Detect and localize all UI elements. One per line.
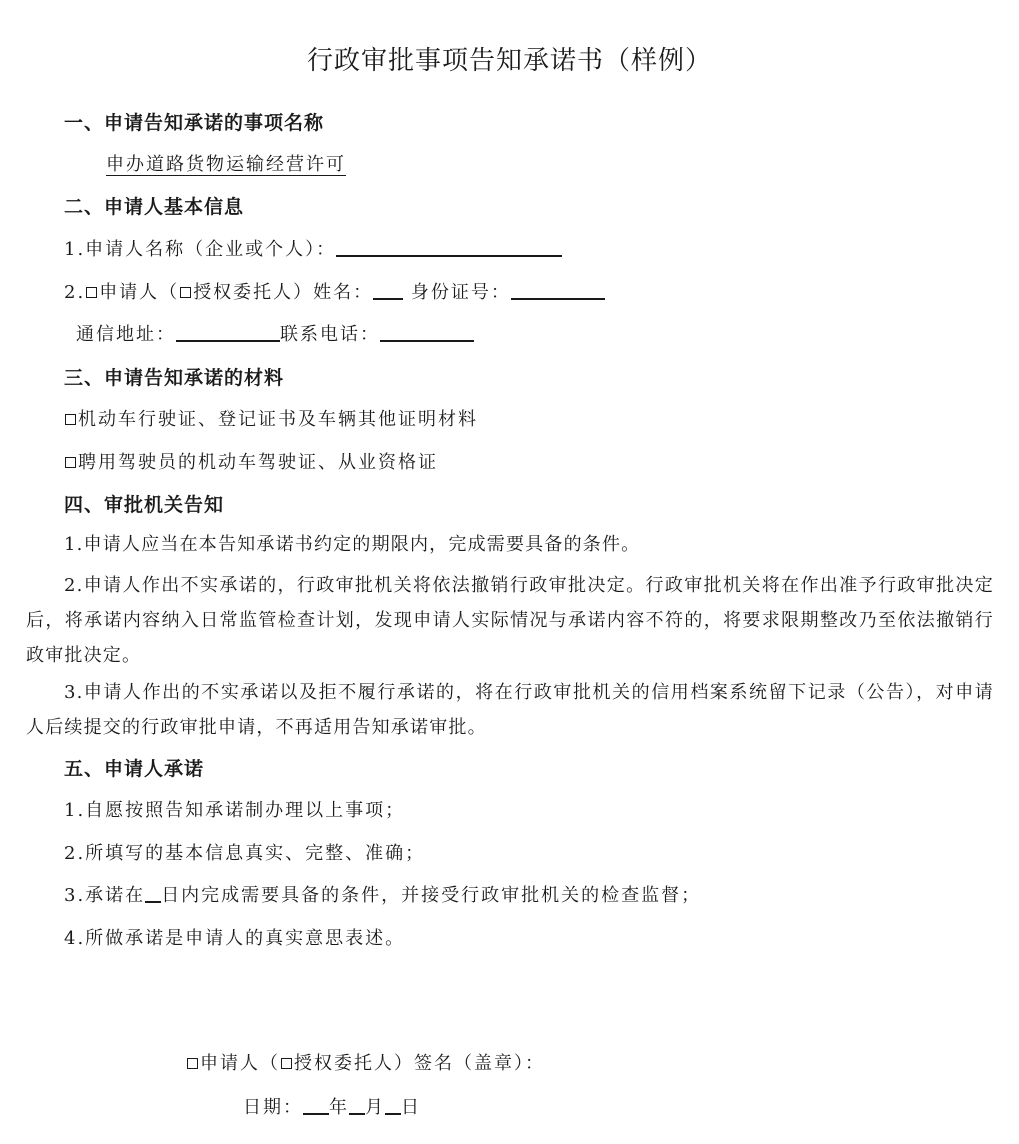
year-field[interactable]: [303, 1095, 329, 1115]
year-label: 年: [329, 1097, 349, 1118]
applicant-person-row: [64, 278, 605, 304]
day-field[interactable]: [385, 1095, 401, 1115]
signature-label-a: 申请人（: [200, 1053, 280, 1074]
section-5-heading: 五、申请人承诺: [64, 758, 205, 780]
month-label: 月: [365, 1097, 385, 1118]
id-number-field[interactable]: [511, 280, 605, 300]
id-number-label: 身份证号：: [410, 282, 511, 303]
days-field[interactable]: [145, 883, 161, 903]
commitment-3-suffix: 日内完成需要具备的条件，并接受行政审批机关的检查监督；: [161, 885, 702, 906]
notice-paragraph-2: 2.申请人作出不实承诺的，行政审批机关将依法撤销行政审批决定。行政审批机关将在作出准予行政审批决定后，将承诺内容纳入日常监管检查计划，发现申请人实际情况与承诺内容不符的，将要求限期整改乃至依法撤销行政审批决定。: [26, 575, 994, 666]
signature-label-b: 授权委托人）签名（盖章）：: [294, 1053, 545, 1074]
page-title: 行政审批事项告知承诺书（样例）: [306, 46, 712, 76]
month-field[interactable]: [349, 1095, 365, 1115]
address-field[interactable]: [176, 322, 280, 342]
applicant-label-b: 授权委托人）姓名：: [193, 282, 374, 303]
section-2-heading: 二、申请人基本信息: [64, 196, 245, 218]
agent-sign-checkbox[interactable]: [281, 1058, 292, 1069]
applicant-sign-checkbox[interactable]: [187, 1058, 198, 1069]
phone-label: 联系电话：: [280, 324, 380, 345]
signature-row: [186, 1049, 545, 1075]
section-3-heading: 三、申请告知承诺的材料: [64, 367, 285, 389]
day-label: 日: [401, 1097, 421, 1118]
applicant-label-a: 申请人（: [99, 282, 180, 303]
material-checkbox[interactable]: [65, 457, 76, 468]
commitment-3-prefix: 3.承诺在: [64, 885, 146, 906]
item-name: 申办道路货物运输经营许可: [106, 154, 346, 175]
material-label: 机动车行驶证、登记证书及车辆其他证明材料: [78, 409, 478, 430]
section-1-heading: 一、申请告知承诺的事项名称: [64, 112, 325, 134]
applicant-person-name-field[interactable]: [373, 280, 403, 300]
notice-paragraph-1: 1.申请人应当在本告知承诺书约定的期限内，完成需要具备的条件。: [64, 534, 641, 555]
authorized-agent-checkbox[interactable]: [180, 287, 191, 298]
applicant-name-row: [64, 235, 562, 261]
section-4-heading: 四、审批机关告知: [64, 494, 225, 516]
commitment-3: [64, 881, 701, 907]
applicant-name-field[interactable]: [336, 237, 562, 257]
applicant-prefix: 2.: [64, 282, 86, 303]
date-row: [243, 1093, 421, 1119]
material-checkbox[interactable]: [65, 414, 76, 425]
material-item: [64, 448, 438, 474]
commitment-1: 1.自愿按照告知承诺制办理以上事项；: [64, 800, 406, 821]
commitment-4: 4.所做承诺是申请人的真实意思表述。: [64, 928, 406, 949]
commitment-2: 2.所填写的基本信息真实、完整、准确；: [64, 843, 426, 864]
applicant-checkbox[interactable]: [86, 287, 97, 298]
material-label: 聘用驾驶员的机动车驾驶证、从业资格证: [78, 452, 438, 473]
contact-row: [76, 320, 474, 346]
material-item: [64, 405, 478, 431]
address-label: 通信地址：: [76, 324, 176, 345]
applicant-name-label: 1.申请人名称（企业或个人）：: [64, 239, 337, 260]
notice-paragraph-3: 3.申请人作出的不实承诺以及拒不履行承诺的，将在行政审批机关的信用档案系统留下记录（公告），对申请人后续提交的行政审批申请，不再适用告知承诺审批。: [26, 682, 994, 738]
phone-field[interactable]: [380, 322, 474, 342]
date-label: 日期：: [243, 1097, 303, 1118]
